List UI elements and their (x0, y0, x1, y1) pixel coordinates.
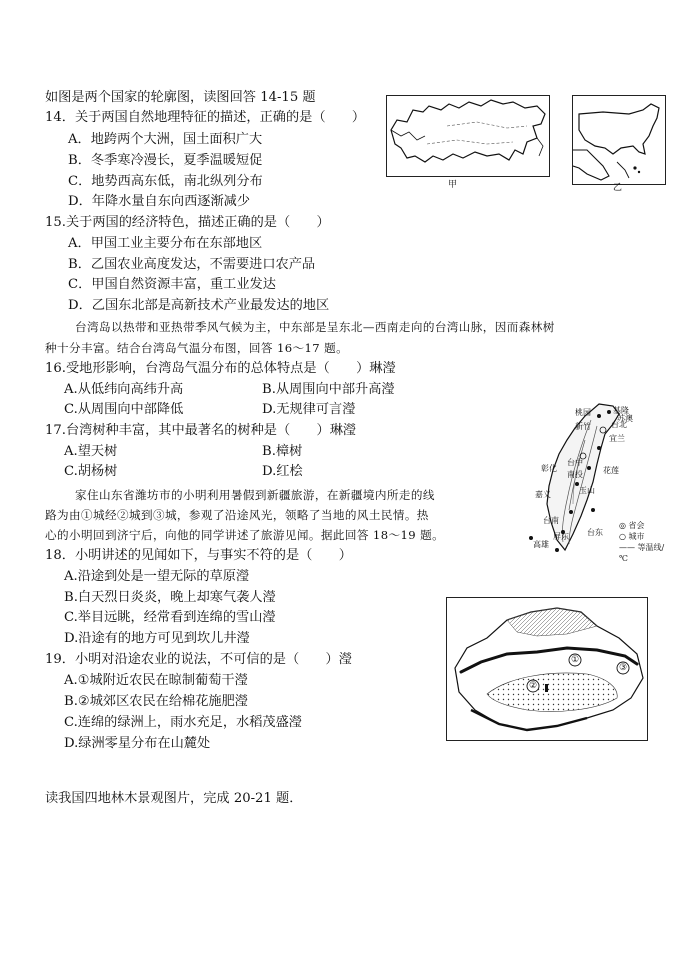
legend-capital: 省会 (628, 521, 645, 530)
q15-option-c: C．甲国自然资源丰富，重工业发达 (68, 277, 276, 292)
q16-option-c: C.从周围向中部降低 (64, 402, 184, 417)
tw-label-pingdong: 屏东 (553, 532, 569, 541)
tw-label-suao: 苏澳 (617, 414, 633, 423)
map-yi (572, 95, 666, 185)
legend-city: 城市 (628, 532, 645, 541)
map-yi-label: 乙 (613, 183, 623, 193)
tw-label-taidong: 台东 (587, 528, 603, 537)
xinjiang-map (446, 597, 648, 741)
q16-option-b: B.从周围向中部升高瀅 (262, 382, 395, 397)
q19-option-c: C.连绵的绿洲上，雨水充足，水稻茂盛瀅 (64, 715, 302, 730)
taiwan-legend (619, 520, 673, 564)
taiwan-intro-line1: 台湾岛以热带和亚热带季风气候为主，中东部是呈东北—西南走向的台湾山脉，因而森林树 (75, 320, 555, 334)
taiwan-map (513, 400, 673, 563)
xinjiang-intro-line3: 心的小明回到济宁后，向他的同学讲述了旅游见闻。据此回答 18～19 题。 (45, 528, 445, 542)
q16-stem: 16.受地形影响，台湾岛气温分布的总体特点是（ ）琳瀅 (45, 361, 396, 376)
xinjiang-intro-line1: 家住山东省潍坊市的小明利用暑假到新疆旅游，在新疆境内所走的线 (75, 488, 435, 502)
q15-stem: 15.关于两国的经济特色，描述正确的是（ ） (45, 215, 330, 230)
q19-option-a: A.①城附近农民在晾制葡萄干瀅 (64, 673, 248, 688)
q14-stem: 14．关于两国自然地理特征的描述，正确的是（ ） (45, 110, 366, 125)
q16-option-a: A.从低纬向高纬升高 (64, 382, 184, 397)
q18-option-c: C.举目远眺，经常看到连绵的雪山瀅 (64, 610, 276, 625)
q19-stem: 19．小明对沿途农业的说法，不可信的是（ ）瀅 (45, 652, 352, 667)
xj-city-2: ② (529, 681, 538, 691)
tw-label-yushan: 玉山 (579, 486, 595, 495)
isotherm-line-icon: —— (619, 543, 635, 552)
q19-option-d: D.绿洲零星分布在山麓处 (64, 736, 211, 751)
q18-option-b: B.白天烈日炎炎，晚上却寒气袭人瀅 (64, 590, 276, 605)
tw-label-hualian: 花莲 (603, 466, 619, 475)
q17-stem: 17.台湾树种丰富，其中最著名的树种是（ ）琳瀅 (45, 423, 357, 438)
q18-stem: 18．小明讲述的见闻如下，与事实不符的是（ ） (45, 548, 352, 563)
map-jia-label: 甲 (448, 180, 458, 190)
q14-option-d: D．年降水量自东向西逐渐减少 (68, 194, 251, 209)
xj-city-3: ③ (619, 663, 628, 673)
q15-option-a: A．甲国工业主要分布在东部地区 (68, 236, 263, 251)
q17-option-b: B.樟树 (262, 444, 303, 459)
usa-outline (573, 96, 665, 184)
q14-option-b: B．冬季寒冷漫长，夏季温暖短促 (68, 153, 263, 168)
xinjiang-outline (447, 598, 647, 740)
tw-label-jiayi: 嘉义 (535, 490, 551, 499)
q14-option-c: C．地势西高东低，南北纵列分布 (68, 174, 263, 189)
capital-icon: ◎ (619, 521, 626, 530)
tw-label-jilong: 基隆 (613, 406, 629, 415)
q19-option-b: B.②城郊区农民在给棉花施肥瀅 (64, 694, 248, 709)
q18-option-d: D.沿途有的地方可见到坎儿井瀅 (64, 631, 250, 646)
q17-option-d: D.红桧 (262, 464, 303, 479)
taiwan-intro-line2: 种十分丰富。结合台湾岛气温分布图，回答 16～17 题。 (45, 341, 349, 355)
tw-label-yilan: 宜兰 (609, 434, 625, 443)
tw-label-zhanghua: 彰化 (541, 464, 557, 473)
q15-option-b: B．乙国农业高度发达，不需要进口农产品 (68, 257, 316, 272)
q16-option-d: D.无规律可言瀅 (262, 402, 356, 417)
q17-option-c: C.胡杨树 (64, 464, 118, 479)
city-dot-icon: ○ (619, 532, 626, 541)
tw-label-tainan: 台南 (543, 516, 559, 525)
tw-label-taibei: 台北 (611, 420, 627, 429)
tw-label-gaoxiong: 高雄 (533, 540, 549, 549)
tw-label-xinzhu: 新竹 (575, 422, 591, 431)
intro-20-21: 读我国四地林木景观图片，完成 20-21 题． (45, 791, 303, 806)
xj-city-1: ① (571, 655, 580, 665)
tw-label-taoyuan: 桃园 (575, 408, 591, 417)
intro-14-15: 如图是两个国家的轮廓图，读图回答 14-15 题 (45, 90, 316, 105)
q18-option-a: A.沿途到处是一望无际的草原瀅 (64, 569, 250, 584)
q14-option-a: A．地跨两个大洲，国土面积广大 (68, 132, 263, 147)
russia-outline (387, 96, 549, 176)
map-jia (386, 95, 550, 177)
tw-label-nantou: 南投 (567, 470, 583, 479)
xinjiang-intro-line2: 路为由①城经②城到③城，参观了沿途风光，领略了当地的风土民情。热 (45, 508, 429, 522)
legend-isotherm: 等温线/℃ (619, 543, 665, 563)
tw-label-taizhong: 台中 (567, 458, 583, 467)
q15-option-d: D．乙国东北部是高新技术产业最发达的地区 (68, 298, 330, 313)
q17-option-a: A.望天树 (64, 444, 118, 459)
